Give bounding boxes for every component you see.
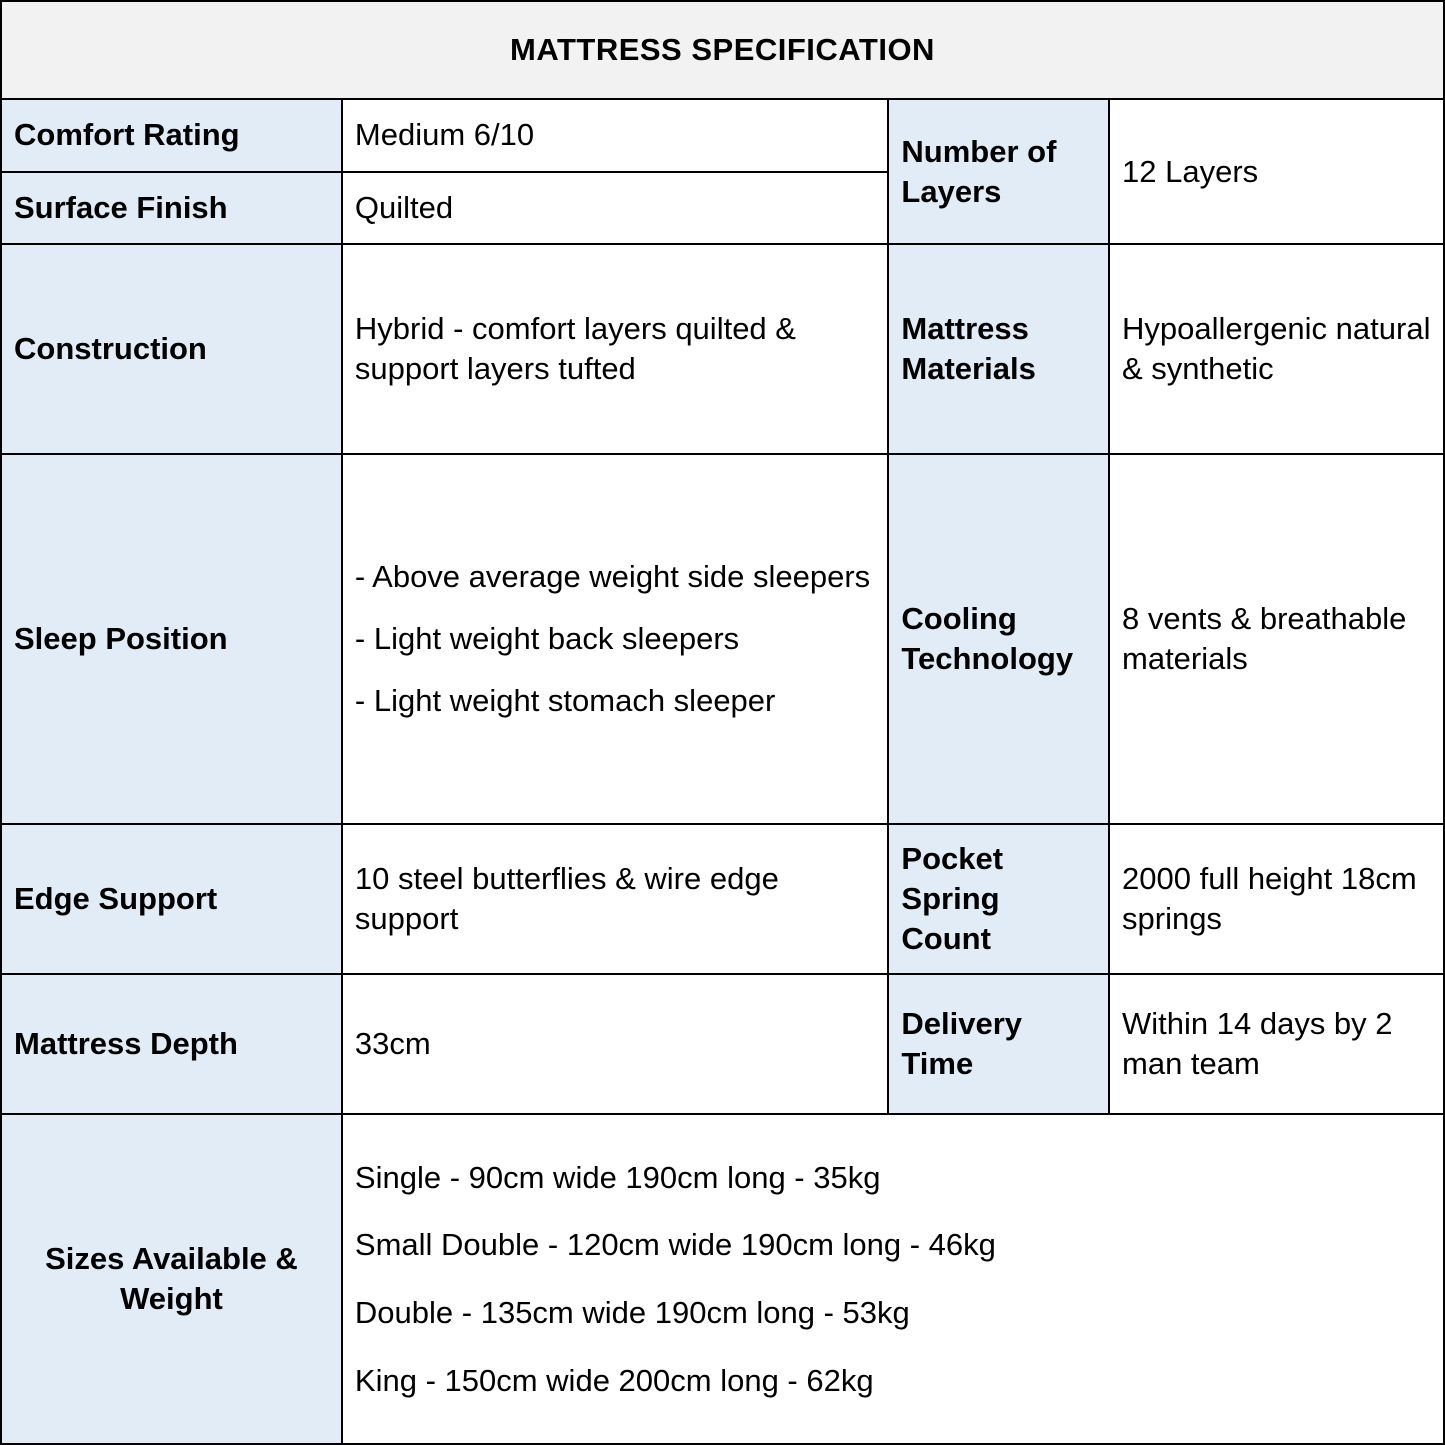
label-cooling-technology: Cooling Technology [888, 454, 1109, 824]
label-number-of-layers: Number of Layers [888, 99, 1109, 244]
size-item: Double - 135cm wide 190cm long - 53kg [354, 1295, 910, 1330]
label-pocket-spring-count: Pocket Spring Count [888, 824, 1109, 974]
value-sleep-position [342, 454, 888, 824]
value-delivery-time: Within 14 days by 2 man team [1109, 974, 1444, 1114]
value-construction: Hybrid - comfort layers quilted & support layers tufted [342, 244, 888, 454]
sleep-position-item: - Light weight back sleepers [354, 621, 740, 657]
size-item: King - 150cm wide 200cm long - 62kg [354, 1362, 874, 1398]
label-construction: Construction [1, 244, 342, 454]
value-mattress-depth: 33cm [342, 974, 888, 1114]
table-row-sizes-available [1, 1114, 1444, 1444]
table-row-comfort-rating [1, 99, 1444, 172]
label-comfort-rating: Comfort Rating [1, 99, 342, 172]
label-mattress-depth: Mattress Depth [1, 974, 342, 1114]
sleep-position-item: - Light weight stomach sleeper [354, 682, 776, 718]
page-title: MATTRESS SPECIFICATION [1, 1, 1444, 99]
size-item: Single - 90cm wide 190cm long - 35kg [354, 1159, 881, 1195]
value-sizes-available [342, 1114, 1444, 1444]
label-sleep-position: Sleep Position [1, 454, 342, 824]
label-sizes-available: Sizes Available & Weight [1, 1114, 342, 1444]
value-mattress-materials: Hypoallergenic natural & synthetic [1109, 244, 1444, 454]
value-edge-support: 10 steel butterflies & wire edge support [342, 824, 888, 974]
table-row-construction [1, 244, 1444, 454]
label-mattress-materials: Mattress Materials [888, 244, 1109, 454]
table-row-title [1, 1, 1444, 99]
sleep-position-item: - Above average weight side sleepers [354, 559, 871, 595]
table-row-edge-support [1, 824, 1444, 974]
label-delivery-time: Delivery Time [888, 974, 1109, 1114]
value-number-of-layers: 12 Layers [1109, 99, 1444, 244]
table-row-mattress-depth [1, 974, 1444, 1114]
label-edge-support: Edge Support [1, 824, 342, 974]
table-row-sleep-position [1, 454, 1444, 824]
value-surface-finish: Quilted [342, 172, 888, 245]
value-cooling-technology: 8 vents & breathable materials [1109, 454, 1444, 824]
value-comfort-rating: Medium 6/10 [342, 99, 888, 172]
value-pocket-spring-count: 2000 full height 18cm springs [1109, 824, 1444, 974]
size-item: Small Double - 120cm wide 190cm long - 46kg [354, 1227, 996, 1263]
label-surface-finish: Surface Finish [1, 172, 342, 245]
